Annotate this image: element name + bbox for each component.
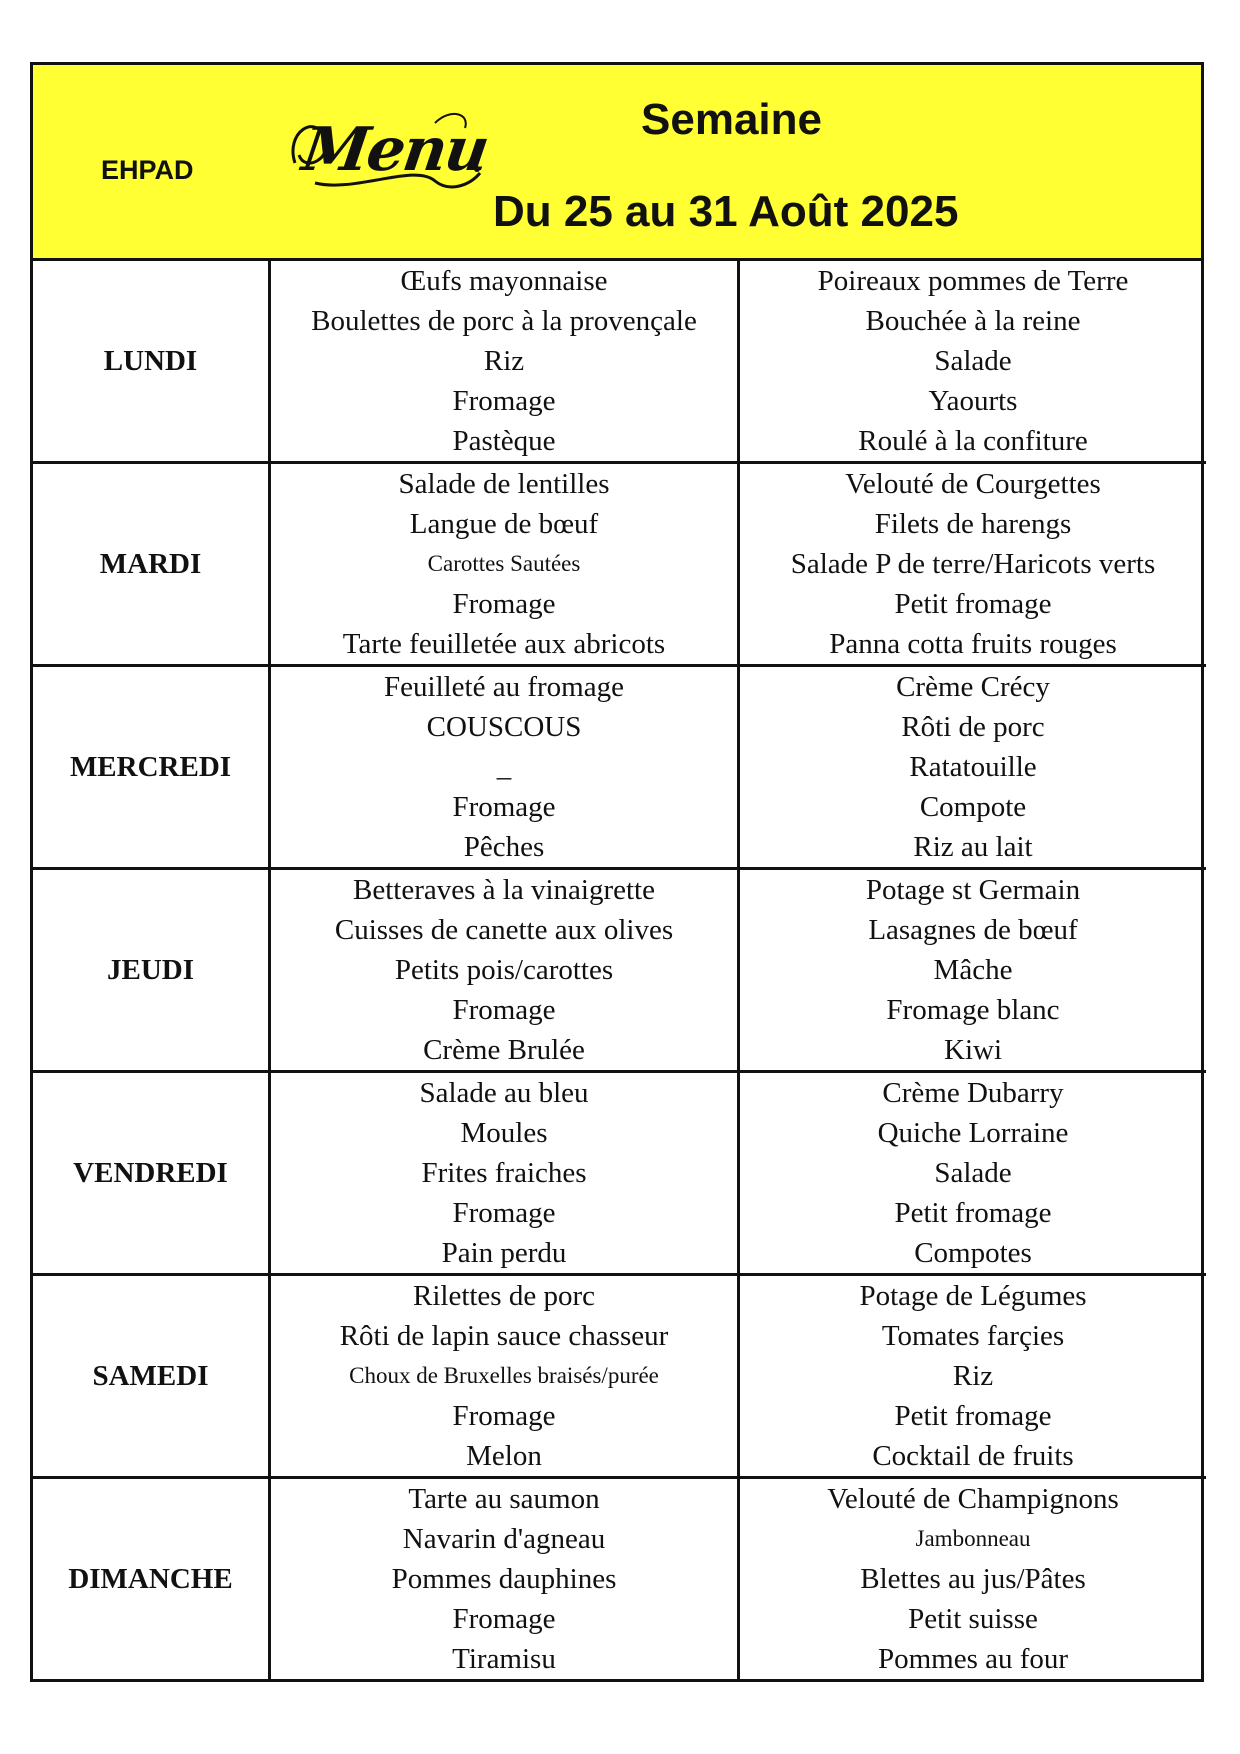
menu-sheet xyxy=(30,62,1204,1682)
dish-item: Filets de harengs xyxy=(874,508,1072,540)
dish-item: Petit fromage xyxy=(894,588,1052,620)
day-name: JEUDI xyxy=(33,869,270,1072)
dish-item: Bouchée à la reine xyxy=(865,305,1081,337)
dish-item: Boulettes de porc à la provençale xyxy=(311,305,697,337)
lunch-menu-cell xyxy=(270,261,739,463)
dinner-menu-cell xyxy=(739,463,1207,666)
dish-item: Jambonneau xyxy=(915,1526,1031,1551)
dish-item: Rôti de porc xyxy=(901,711,1045,743)
dish-item: Poireaux pommes de Terre xyxy=(817,265,1129,297)
dish-item: Riz xyxy=(952,1360,994,1392)
dish-item: Fromage blanc xyxy=(886,994,1060,1026)
dish-item: Fromage xyxy=(452,1603,556,1635)
dish-item: Pastèque xyxy=(452,425,556,457)
dish-item: Fromage xyxy=(452,994,556,1026)
dish-item: Yaourts xyxy=(928,385,1018,417)
lunch-menu-cell xyxy=(270,666,739,869)
menu-period: Du 25 au 31 Août 2025 xyxy=(493,187,959,236)
dish-item: Panna cotta fruits rouges xyxy=(829,628,1117,660)
dish-item: Potage st Germain xyxy=(865,874,1081,906)
day-row-samedi xyxy=(33,1275,1206,1478)
dish-item: Fromage xyxy=(452,385,556,417)
dish-item: Salade au bleu xyxy=(419,1077,589,1109)
menu-logo xyxy=(285,93,505,203)
day-name: SAMEDI xyxy=(33,1275,270,1478)
day-name: LUNDI xyxy=(33,261,270,463)
dish-item: Rôti de lapin sauce chasseur xyxy=(339,1320,669,1352)
dinner-menu-cell xyxy=(739,1478,1207,1680)
dish-item: Petit fromage xyxy=(894,1400,1052,1432)
day-name: VENDREDI xyxy=(33,1072,270,1275)
lunch-menu-cell xyxy=(270,463,739,666)
dish-item: Tomates farçies xyxy=(881,1320,1065,1352)
page-title: Semaine xyxy=(641,95,822,144)
dish-item: Compote xyxy=(919,791,1027,823)
dish-item: Petit suisse xyxy=(908,1603,1038,1635)
dish-item: COUSCOUS xyxy=(426,711,582,743)
dish-item: Mâche xyxy=(933,954,1013,986)
dish-item: Compotes xyxy=(914,1237,1032,1269)
dish-item: Lasagnes de bœuf xyxy=(868,914,1078,946)
lunch-menu-cell xyxy=(270,1478,739,1680)
dish-item: Ratatouille xyxy=(909,751,1037,783)
dish-item: Navarin d'agneau xyxy=(402,1523,606,1555)
dinner-menu-cell xyxy=(739,261,1207,463)
dish-item: Kiwi xyxy=(944,1034,1002,1066)
dish-item: Potage de Légumes xyxy=(859,1280,1087,1312)
dish-item: Cocktail de fruits xyxy=(872,1440,1074,1472)
dish-item: Pêches xyxy=(463,831,545,863)
dish-item: Velouté de Courgettes xyxy=(845,468,1101,500)
dish-item: _ xyxy=(496,751,512,783)
dish-item: Rilettes de porc xyxy=(412,1280,595,1312)
dish-item: Pain perdu xyxy=(441,1237,567,1269)
day-name: DIMANCHE xyxy=(33,1478,270,1680)
dish-item: Blettes au jus/Pâtes xyxy=(860,1563,1086,1595)
dish-item: Tarte feuilletée aux abricots xyxy=(342,628,666,660)
menu-logo-text: Menu xyxy=(298,115,492,185)
dish-item: Pommes au four xyxy=(877,1643,1069,1675)
dish-item: Langue de bœuf xyxy=(409,508,599,540)
dish-item: Riz au lait xyxy=(913,831,1033,863)
dish-item: Choux de Bruxelles braisés/purée xyxy=(349,1363,659,1388)
day-row-vendredi xyxy=(33,1072,1206,1275)
dish-item: Salade de lentilles xyxy=(398,468,610,500)
dinner-menu-cell xyxy=(739,869,1207,1072)
lunch-menu-cell xyxy=(270,869,739,1072)
dish-item: Betteraves à la vinaigrette xyxy=(353,874,655,906)
day-name: MARDI xyxy=(33,463,270,666)
dinner-menu-cell xyxy=(739,666,1207,869)
dish-item: Crème Dubarry xyxy=(882,1077,1064,1109)
dish-item: Pommes dauphines xyxy=(391,1563,617,1595)
weekly-menu-table xyxy=(33,261,1206,1679)
dish-item: Fromage xyxy=(452,588,556,620)
dish-item: Salade xyxy=(934,345,1012,377)
dish-item: Quiche Lorraine xyxy=(877,1117,1069,1149)
dish-item: Cuisses de canette aux olives xyxy=(334,914,674,946)
lunch-menu-cell xyxy=(270,1072,739,1275)
dish-item: Riz xyxy=(483,345,525,377)
dinner-menu-cell xyxy=(739,1275,1207,1478)
dish-item: Moules xyxy=(460,1117,548,1149)
day-row-dimanche xyxy=(33,1478,1206,1680)
day-row-lundi xyxy=(33,261,1206,463)
dish-item: Petits pois/carottes xyxy=(394,954,614,986)
header-banner xyxy=(33,65,1201,261)
dish-item: Fromage xyxy=(452,791,556,823)
lunch-menu-cell xyxy=(270,1275,739,1478)
dish-item: Carottes Sautées xyxy=(427,551,581,576)
dish-item: Roulé à la confiture xyxy=(858,425,1088,457)
dish-item: Melon xyxy=(466,1440,542,1472)
day-row-mardi xyxy=(33,463,1206,666)
dish-item: Tarte au saumon xyxy=(408,1483,600,1515)
dish-item: Tiramisu xyxy=(452,1643,556,1675)
dish-item: Fromage xyxy=(452,1400,556,1432)
dinner-menu-cell xyxy=(739,1072,1207,1275)
dish-item: Crème Brulée xyxy=(423,1034,585,1066)
dish-item: Petit fromage xyxy=(894,1197,1052,1229)
dish-item: Salade xyxy=(934,1157,1012,1189)
dish-item: Œufs mayonnaise xyxy=(400,265,608,297)
dish-item: Velouté de Champignons xyxy=(827,1483,1119,1515)
day-row-jeudi xyxy=(33,869,1206,1072)
day-row-mercredi xyxy=(33,666,1206,869)
dish-item: Salade P de terre/Haricots verts xyxy=(790,548,1156,580)
dish-item: Fromage xyxy=(452,1197,556,1229)
day-name: MERCREDI xyxy=(33,666,270,869)
dish-item: Crème Crécy xyxy=(896,671,1050,703)
establishment-label: EHPAD xyxy=(101,155,194,185)
dish-item: Frites fraiches xyxy=(421,1157,587,1189)
dish-item: Feuilleté au fromage xyxy=(384,671,624,703)
